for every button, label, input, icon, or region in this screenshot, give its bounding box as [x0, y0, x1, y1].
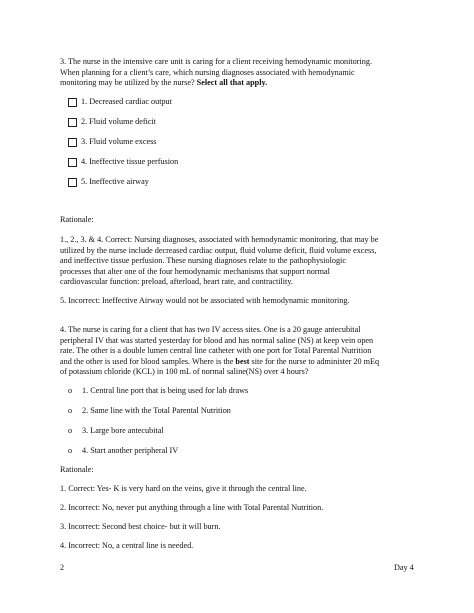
- q3-option-2[interactable]: [68, 117, 156, 127]
- q3-rationale-line: 1., 2., 3. & 4. Correct: Nursing diagnoses, associated with hemodynamic monitoring, that may be: [60, 235, 379, 244]
- q3-stem-text: monitoring may be utilized by the nurse?: [60, 78, 197, 87]
- bullet-icon: o: [68, 446, 73, 455]
- page-number: 2: [60, 563, 65, 572]
- q3-option-label: 4. Ineffective tissue perfusion: [81, 157, 179, 166]
- q4-stem-text: and the other is used for blood samples. Where is the: [60, 356, 236, 366]
- q3-option-4[interactable]: [68, 157, 178, 167]
- q4-rationale-line: 1. Correct: Yes- K is very hard on the veins, give it through the central line.: [60, 484, 307, 493]
- q3-option-5[interactable]: [68, 177, 149, 187]
- q3-rationale-incorrect: 5. Incorrect: Ineffective Airway would not be associated with hemodynamic monitoring.: [60, 296, 350, 305]
- q3-option-label: 1. Decreased cardiac output: [81, 97, 172, 106]
- q4-stem-line-1: 4. The nurse is caring for a client that has two IV access sites. One is a 20 gauge antecubital: [60, 325, 361, 334]
- q4-rationale-line: 3. Incorrect: Second best choice- but it will burn.: [60, 522, 221, 531]
- q4-stem-line-2: peripheral IV that was started yesterday for blood and has normal saline (NS) at keep vein open: [60, 335, 374, 345]
- checkbox-icon[interactable]: [68, 138, 77, 147]
- q3-rationale-line: and ineffective tissue perfusion. These nursing diagnoses relate to the pathophysiologic: [60, 256, 346, 265]
- q4-option-4[interactable]: [68, 446, 178, 456]
- q4-stem-line-4: [60, 357, 379, 367]
- q3-select-all-instruction: Select all that apply.: [196, 78, 268, 87]
- q3-stem-line-2: When planning for a client’s care, which nursing diagnoses associated with hemodynamic: [60, 67, 355, 77]
- q4-rationale-line: 4. Incorrect: No, a central line is needed.: [60, 541, 194, 550]
- q4-option-label: 4. Start another peripheral IV: [82, 446, 179, 455]
- bullet-icon: o: [68, 426, 73, 435]
- q4-option-label: 2. Same line with the Total Parental Nutrition: [82, 406, 231, 415]
- q4-best-emphasis: best: [235, 356, 250, 366]
- checkbox-icon[interactable]: [68, 158, 77, 167]
- q4-option-label: 3. Large bore antecubital: [82, 426, 164, 435]
- checkbox-icon[interactable]: [68, 98, 77, 107]
- q3-rationale-line: utilized by the nurse include decreased cardiac output, fluid volume deficit, fluid volume excess,: [60, 245, 377, 255]
- q3-rationale-heading: Rationale:: [60, 215, 94, 224]
- checkbox-icon[interactable]: [68, 178, 77, 187]
- q4-stem-line-3: rate. The other is a double lumen central line catheter with one port for Total Parental Nutrition: [60, 346, 372, 355]
- q4-stem-text: site for the nurse to administer 20 mEq: [249, 356, 380, 366]
- q4-rationale-heading: Rationale:: [60, 465, 94, 474]
- footer-day-label: Day 4: [394, 563, 414, 572]
- q4-option-3[interactable]: [68, 426, 164, 436]
- checkbox-icon[interactable]: [68, 118, 77, 127]
- q3-option-1[interactable]: [68, 97, 172, 107]
- q4-stem-line-5: of potassium chloride (KCL) in 100 mL of normal saline(NS) over 4 hours?: [60, 367, 309, 376]
- q3-rationale-line: cardiovascular function: preload, afterload, heart rate, and contractility.: [60, 277, 293, 286]
- q4-option-2[interactable]: [68, 406, 231, 416]
- q3-stem-line-3: [60, 78, 267, 88]
- q3-option-label: 3. Fluid volume excess: [81, 137, 157, 146]
- q3-rationale-line: processes that alter one of the four hemodynamic mechanisms that support normal: [60, 266, 330, 276]
- q4-option-1[interactable]: [68, 386, 248, 396]
- q3-option-3[interactable]: [68, 137, 157, 147]
- q4-rationale-line: 2. Incorrect: No, never put anything through a line with Total Parental Nutrition.: [60, 503, 324, 512]
- q3-stem-line-1: 3. The nurse in the intensive care unit is caring for a client receiving hemodynamic monitoring.: [60, 57, 373, 66]
- bullet-icon: o: [68, 386, 73, 395]
- bullet-icon: o: [68, 406, 73, 415]
- q4-option-label: 1. Central line port that is being used for lab draws: [82, 386, 249, 395]
- q3-option-label: 5. Ineffective airway: [81, 177, 149, 186]
- q3-option-label: 2. Fluid volume deficit: [81, 117, 157, 126]
